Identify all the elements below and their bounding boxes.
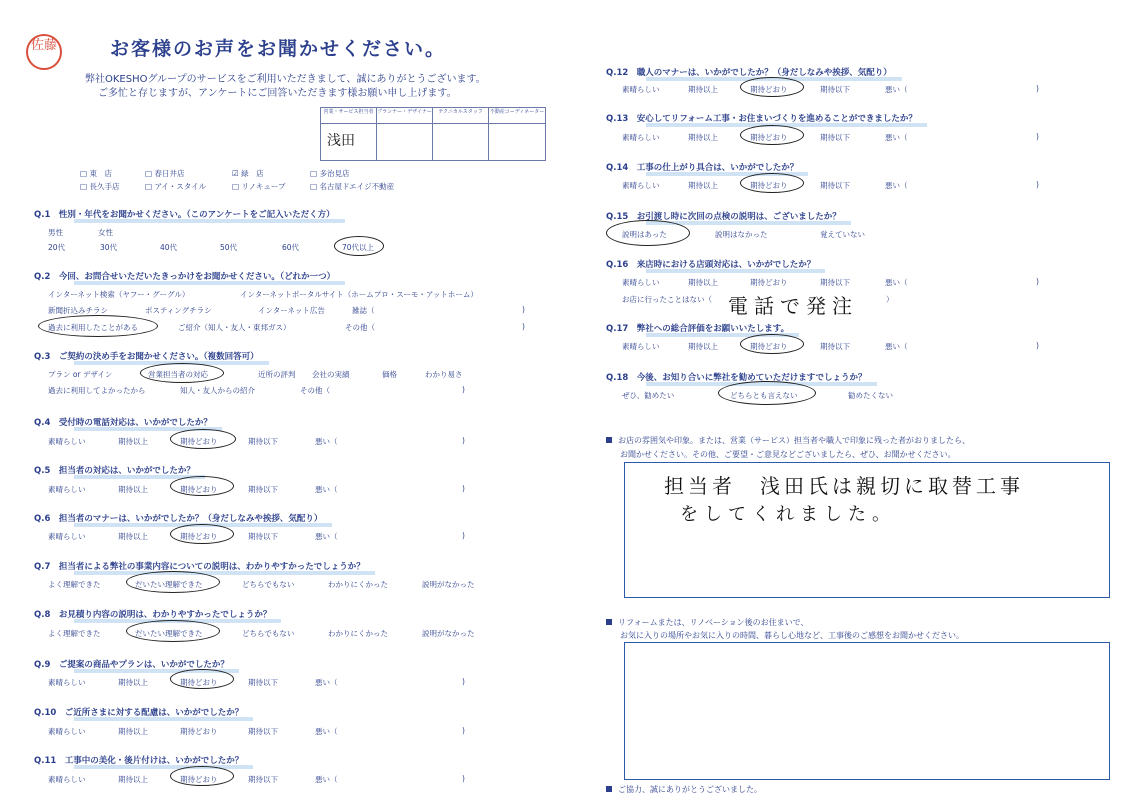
q3-option-friend[interactable]: 知人・友人からの紹介 [180,386,255,395]
q16-option-below[interactable]: 期待以下 [820,278,850,287]
q5-paren-close: ) [462,484,465,493]
q7-option-mostly[interactable]: だいたい理解できた [135,580,203,589]
question-q8: Q.8 お見積り内容の説明は、わかりやすかったでしょうか？ [34,610,272,620]
q16-paren-close-2: ） [886,295,894,304]
staff-cell-realestate[interactable] [489,108,545,160]
q2-paren-close: ) [522,305,525,314]
staff-handwritten-name: 浅田 [327,133,355,149]
q11-paren-close: ) [462,774,465,783]
greeting-line-2: ご多忙と存じますが、アンケートにご回答いただきます様お願い申し上げます。 [98,88,457,99]
q16-paren-close: ) [1036,277,1039,286]
q12-option-excellent[interactable]: 素晴らしい [622,85,660,94]
store-checkbox-realestate[interactable]: □ 名古屋ドエイジ不動産 [310,182,395,191]
q1-option-70s[interactable]: 70代以上 [342,243,375,252]
q9-option-expected[interactable]: 期待どおり [180,678,218,687]
question-q13: Q.13 安心してリフォーム工事・お住まいづくりを進めることができましたか？ [606,114,917,124]
comment2-prompt-line2: お気に入りの場所やお気に入りの時間、暮らし心地など、工事後のご感想をお聞かせください。 [620,631,964,640]
q17-option-below[interactable]: 期待以下 [820,342,850,351]
q12-answer-circle [740,77,804,97]
question-q14: Q.14 工事の仕上がり具合は、いかがでしたか？ [606,163,799,173]
store-checkbox-renocube[interactable]: □ リノキューブ [232,182,286,191]
q1-option-60s[interactable]: 60代 [282,243,300,252]
store-checkbox-kasugai[interactable]: □ 春日井店 [145,169,185,178]
q15-option-dont-remember[interactable]: 覚えていない [820,230,865,239]
comment2-textarea[interactable] [624,642,1110,780]
store-checkbox-istyle[interactable]: □ アイ・スタイル [145,182,207,191]
q11-option-excellent[interactable]: 素晴らしい [48,775,86,784]
q8-option-neutral[interactable]: どちらでもない [242,629,295,638]
q16-option-excellent[interactable]: 素晴らしい [622,278,660,287]
question-q11: Q.11 工事中の美化・後片付けは、いかがでしたか？ [34,756,244,766]
q16-option-never-visited[interactable]: お店に行ったことはない（ [622,295,712,304]
q1-option-female[interactable]: 女性 [98,228,113,237]
q4-paren-close: ) [462,436,465,445]
staff-header-technical: テクニカルスタッフ [433,108,488,124]
q6-option-expected[interactable]: 期待どおり [180,532,218,541]
q18-option-neutral[interactable]: どちらとも言えない [730,391,798,400]
q5-option-bad[interactable]: 悪い（ [315,485,338,494]
store-label: 緑 店 [241,169,264,178]
q3-option-track-record[interactable]: 会社の実績 [312,370,350,379]
q11-option-bad[interactable]: 悪い（ [315,775,338,784]
q13-option-above[interactable]: 期待以上 [688,133,718,142]
question-q4: Q.4 受付時の電話対応は、いかがでしたか？ [34,418,212,428]
question-q1: Q.1 性別・年代をお聞かせください。（このアンケートをご記入いただく方） [34,210,335,220]
q18-option-recommend[interactable]: ぜひ、勧めたい [622,391,675,400]
q4-option-expected[interactable]: 期待どおり [180,437,218,446]
q4-option-above[interactable]: 期待以上 [118,437,148,446]
q2-paren-close-2: ) [522,322,525,331]
store-checkbox-tajimi[interactable]: □ 多治見店 [310,169,350,178]
square-bullet-icon [606,437,612,443]
q13-paren-close: ) [1036,132,1039,141]
q1-answer-circle [334,236,384,256]
question-q9: Q.9 ご提案の商品やプランは、いかがでしたか？ [34,660,229,670]
q17-paren-close: ) [1036,341,1039,350]
q9-paren-close: ) [462,677,465,686]
q4-option-excellent[interactable]: 素晴らしい [48,437,86,446]
q16-handwritten-note: 電話で発注 [728,294,858,318]
q10-option-excellent[interactable]: 素晴らしい [48,727,86,736]
square-bullet-icon [606,786,612,792]
question-q17: Q.17 弊社への総合評価をお願いいたします。 [606,324,790,334]
footer-text: ご協力、誠にありがとうございました。 [618,785,762,794]
staff-header-planner: プランナー・デザイナー [377,108,432,124]
store-label: アイ・スタイル [154,182,207,191]
question-q10: Q.10 ご近所さまに対する配慮は、いかがでしたか？ [34,708,244,718]
q8-option-unclear[interactable]: わかりにくかった [328,629,388,638]
q3-option-clarity[interactable]: わかり易さ [425,370,463,379]
q18-option-not-recommend[interactable]: 勧めたくない [848,391,893,400]
q9-option-excellent[interactable]: 素晴らしい [48,678,86,687]
store-label: 長久手店 [89,182,120,191]
q13-answer-circle [740,125,804,145]
q6-option-above[interactable]: 期待以上 [118,532,148,541]
store-checkbox-higashi[interactable]: □ 東 店 [80,169,112,178]
comment2-prompt-text: リフォームまたは、リノベーション後のお住まいで、 [618,618,809,627]
q15-option-explained[interactable]: 説明はあった [622,230,667,239]
q7-option-none[interactable]: 説明がなかった [422,580,475,589]
question-q7: Q.7 担当者による弊社の事業内容についての説明は、わかりやすかったでしょうか？ [34,562,365,572]
q2-option-posting[interactable]: ポスティングチラシ [145,306,212,315]
q2-option-referral[interactable]: ご紹介（知人・友人・東邦ガス） [178,323,291,332]
q6-paren-close: ) [462,531,465,540]
seal-stamp [26,34,62,70]
store-label: 名古屋ドエイジ不動産 [319,182,395,191]
footer-thanks [606,784,762,795]
q15-answer-circle [606,220,690,246]
q11-answer-circle [170,766,234,786]
q14-paren-close: ) [1036,180,1039,189]
comment1-prompt-line1 [606,435,970,446]
question-q12: Q.12 職人のマナーは、いかがでしたか？（身だしなみや挨拶、気配り） [606,68,892,78]
q16-option-above[interactable]: 期待以上 [688,278,718,287]
q18-answer-circle [718,381,816,405]
q15-option-not-explained[interactable]: 説明はなかった [715,230,768,239]
q3-answer-circle [140,363,224,383]
q8-option-none[interactable]: 説明がなかった [422,629,475,638]
q11-option-expected[interactable]: 期待どおり [180,775,218,784]
q5-answer-circle [170,476,234,496]
q14-answer-circle [740,173,804,193]
q13-option-below[interactable]: 期待以下 [820,133,850,142]
store-label: 東 店 [89,169,112,178]
q16-option-bad[interactable]: 悪い（ [885,278,908,287]
q1-option-40s[interactable]: 40代 [160,243,178,252]
q1-option-50s[interactable]: 50代 [220,243,238,252]
question-q5: Q.5 担当者の対応は、いかがでしたか？ [34,466,195,476]
q17-option-excellent[interactable]: 素晴らしい [622,342,660,351]
q6-option-bad[interactable]: 悪い（ [315,532,338,541]
comment2-prompt-line1 [606,617,808,628]
q5-option-expected[interactable]: 期待どおり [180,485,218,494]
q13-option-bad[interactable]: 悪い（ [885,133,908,142]
staff-table [320,107,546,161]
q2-option-search[interactable]: インターネット検索（ヤフー・グーグル） [48,290,190,299]
seal-text: 佐藤 [30,38,57,53]
q10-option-expected[interactable]: 期待どおり [180,727,218,736]
q14-option-bad[interactable]: 悪い（ [885,181,908,190]
q9-option-below[interactable]: 期待以下 [248,678,278,687]
q3-paren-close: ) [462,385,465,394]
q17-option-bad[interactable]: 悪い（ [885,342,908,351]
q7-answer-circle [126,571,220,593]
q1-option-male[interactable]: 男性 [48,228,63,237]
q9-option-above[interactable]: 期待以上 [118,678,148,687]
q2-answer-circle [38,315,158,337]
q12-option-below[interactable]: 期待以下 [820,85,850,94]
q9-answer-circle [170,669,234,689]
q1-option-30s[interactable]: 30代 [100,243,118,252]
q5-option-excellent[interactable]: 素晴らしい [48,485,86,494]
q14-option-above[interactable]: 期待以上 [688,181,718,190]
store-checkbox-nagakute[interactable]: □ 長久手店 [80,182,120,191]
q3-option-past[interactable]: 過去に利用してよかったから [48,386,146,395]
store-label: 春日井店 [154,169,185,178]
q8-option-mostly[interactable]: だいたい理解できた [135,629,203,638]
q7-option-neutral[interactable]: どちらでもない [242,580,295,589]
q13-option-expected[interactable]: 期待どおり [750,133,788,142]
question-q16: Q.16 来店時における店頭対応は、いかがでしたか？ [606,260,816,270]
staff-cell-technical[interactable] [433,108,489,160]
q14-option-below[interactable]: 期待以下 [820,181,850,190]
comment1-handwriting-line2: をしてくれました。 [680,504,896,525]
q2-option-newspaper[interactable]: 新聞折込みチラシ [48,306,108,315]
greeting-line-1: 弊社OKESHOグループのサービスをご利用いただきまして、誠にありがとうございます。 [85,74,486,85]
q4-option-below[interactable]: 期待以下 [248,437,278,446]
q3-option-price[interactable]: 価格 [382,370,397,379]
q10-option-bad[interactable]: 悪い（ [315,727,338,736]
q11-option-above[interactable]: 期待以上 [118,775,148,784]
q11-option-below[interactable]: 期待以下 [248,775,278,784]
q1-option-20s[interactable]: 20代 [48,243,66,252]
q17-option-above[interactable]: 期待以上 [688,342,718,351]
q8-answer-circle [126,620,220,642]
q3-option-plan[interactable]: プラン or デザイン [48,370,113,379]
question-q6: Q.6 担当者のマナーは、いかがでしたか？（身だしなみや挨拶、気配り） [34,514,323,524]
q2-option-magazine[interactable]: 雑誌（ [352,306,375,315]
store-label: 多治見店 [319,169,350,178]
q12-paren-close: ) [1036,84,1039,93]
q3-option-other[interactable]: その他（ [300,386,330,395]
staff-cell-sales[interactable] [321,108,377,160]
q13-option-excellent[interactable]: 素晴らしい [622,133,660,142]
q3-option-reputation[interactable]: 近所の評判 [258,370,296,379]
q6-option-excellent[interactable]: 素晴らしい [48,532,86,541]
q5-option-above[interactable]: 期待以上 [118,485,148,494]
q4-option-bad[interactable]: 悪い（ [315,437,338,446]
q12-option-bad[interactable]: 悪い（ [885,85,908,94]
q5-option-below[interactable]: 期待以下 [248,485,278,494]
q2-option-other[interactable]: その他（ [345,323,375,332]
q6-answer-circle [170,524,234,544]
q7-option-well[interactable]: よく理解できた [48,580,101,589]
question-q3: Q.3 ご契約の決め手をお聞かせください。（複数回答可） [34,352,259,362]
q7-option-unclear[interactable]: わかりにくかった [328,580,388,589]
q9-option-bad[interactable]: 悪い（ [315,678,338,687]
q2-option-portal[interactable]: インターネットポータルサイト（ホームプロ・スーモ・アットホーム） [240,290,478,299]
store-label: リノキューブ [241,182,286,191]
store-checkbox-midori[interactable]: ☑ 緑 店 [232,169,264,178]
staff-header-realestate: 不動産コーディネーター [489,108,545,124]
question-q2: Q.2 今回、お問合せいただいたきっかけをお聞かせください。（どれか一つ） [34,272,336,282]
q14-option-excellent[interactable]: 素晴らしい [622,181,660,190]
q8-option-well[interactable]: よく理解できた [48,629,101,638]
q12-option-above[interactable]: 期待以上 [688,85,718,94]
q10-option-below[interactable]: 期待以下 [248,727,278,736]
square-bullet-icon [606,619,612,625]
q2-option-past-use[interactable]: 過去に利用したことがある [48,323,138,332]
q12-option-expected[interactable]: 期待どおり [750,85,788,94]
question-q18: Q.18 今後、お知り合いに弊社を勧めていただけますでしょうか？ [606,373,867,383]
comment1-prompt-line2: お聞かせください。その他、ご要望・ご意見などございましたら、ぜひ、お聞かせください。 [620,450,956,459]
q3-option-sales-rep[interactable]: 営業担当者の対応 [148,370,208,379]
comment1-prompt-text: お店の雰囲気や印象。または、営業（サービス）担当者や職人で印象に残った者がおりましたら、 [618,436,970,445]
q16-option-expected[interactable]: 期待どおり [750,278,788,287]
q2-option-web-ad[interactable]: インターネット広告 [258,306,325,315]
q10-option-above[interactable]: 期待以上 [118,727,148,736]
q4-answer-circle [170,429,236,449]
q17-option-expected[interactable]: 期待どおり [750,342,788,351]
staff-cell-planner[interactable] [377,108,433,160]
q6-option-below[interactable]: 期待以下 [248,532,278,541]
question-q15: Q.15 お引渡し時に次回の点検の説明は、ございましたか？ [606,212,841,222]
q10-paren-close: ) [462,726,465,735]
page-title: お客様のお声をお聞かせください。 [110,38,447,60]
q17-answer-circle [740,334,804,354]
comment1-handwriting-line1: 担当者 浅田氏は親切に取替工事 [664,474,1024,498]
q14-option-expected[interactable]: 期待どおり [750,181,788,190]
staff-header-sales: 営業・サービス担当者 [321,108,376,124]
